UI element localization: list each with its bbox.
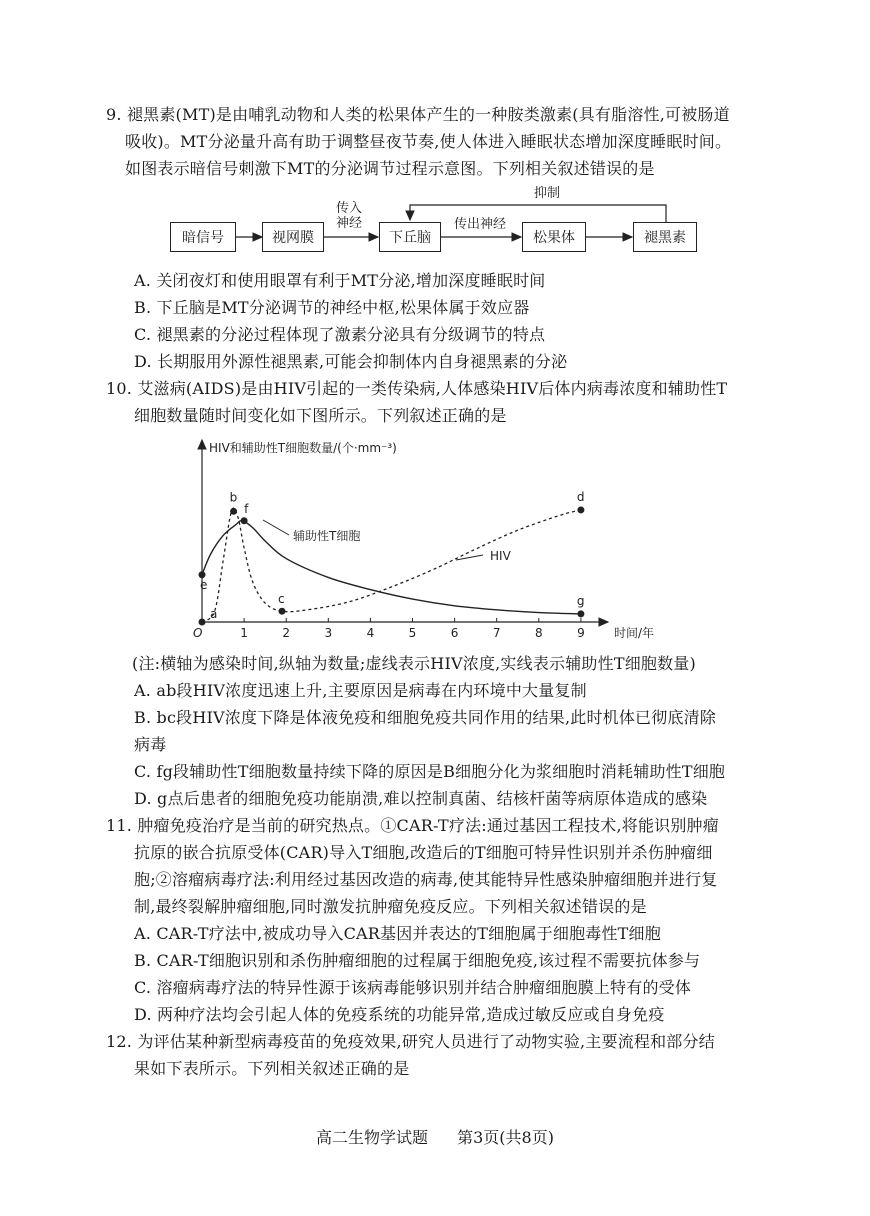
label-efferent-nerve: 传出神经 xyxy=(453,217,506,232)
q12-stem-line-1: 12. 为评估某种新型病毒疫苗的免疫效果,研究人员进行了动物实验,主要流程和部分结 xyxy=(106,1032,715,1051)
node-retina: 视网膜 xyxy=(262,222,324,252)
q9-option-b: B. 下丘脑是MT分泌调节的神经中枢,松果体属于效应器 xyxy=(134,298,530,317)
point-b xyxy=(230,508,237,515)
q9-option-c: C. 褪黑素的分泌过程体现了激素分泌具有分级调节的特点 xyxy=(134,325,546,344)
chart-origin-label: O xyxy=(193,626,203,640)
q11-stem-line-1: 11. 肿瘤免疫治疗是当前的研究热点。①CAR-T疗法:通过基因工程技术,将能识别肿瘤 xyxy=(106,816,719,835)
q11-option-b: B. CAR-T细胞识别和杀伤肿瘤细胞的过程属于细胞免疫,该过程不需要抗体参与 xyxy=(134,951,701,970)
q11-option-a: A. CAR-T疗法中,被成功导入CAR基因并表达的T细胞属于细胞毒性T细胞 xyxy=(134,924,661,943)
hiv-leader-line xyxy=(456,555,483,560)
point-label-g: g xyxy=(576,593,585,608)
x-tick-label: 4 xyxy=(366,626,375,640)
x-tick-label: 6 xyxy=(450,626,459,640)
q9-stem-line-2: 吸收)。MT分泌量升高有助于调整昼夜节奏,使人体进入睡眠状态增加深度睡眠时间。 xyxy=(125,132,732,151)
q10-stem-line-2: 细胞数量随时间变化如下图所示。下列叙述正确的是 xyxy=(134,406,507,425)
q10-option-a: A. ab段HIV浓度迅速上升,主要原因是病毒在内环境中大量复制 xyxy=(134,681,587,700)
x-tick-label: 1 xyxy=(240,626,248,640)
footer-subject: 高二生物学试题 xyxy=(316,1128,429,1147)
x-tick-label: 8 xyxy=(534,626,543,640)
x-tick-label: 9 xyxy=(577,626,585,640)
chart-y-label: HIV和辅助性T细胞数量/(个·mm⁻³) xyxy=(209,441,397,455)
tcell-curve-label: 辅助性T细胞 xyxy=(293,529,361,543)
q10-option-b-cont: 病毒 xyxy=(134,735,167,754)
point-g xyxy=(577,610,584,617)
q10-option-d: D. g点后患者的细胞免疫功能崩溃,难以控制真菌、结核杆菌等病原体造成的感染 xyxy=(134,789,708,808)
point-label-a: a xyxy=(210,607,218,621)
point-label-c: c xyxy=(277,592,285,607)
label-afferent-nerve: 传入神经 xyxy=(335,201,362,231)
chart-x-label: 时间/年 xyxy=(614,626,655,640)
q11-stem-line-3: 胞;②溶瘤病毒疗法:利用经过基因改造的病毒,使其能特异性感染肿瘤细胞并进行复 xyxy=(134,870,718,889)
tcell-leader-line xyxy=(263,520,289,535)
x-tick-label: 7 xyxy=(492,626,501,640)
q10-stem-line-1: 10. 艾滋病(AIDS)是由HIV引起的一类传染病,人体感染HIV后体内病毒浓度和辅助性T xyxy=(106,379,728,398)
node-hypothalamus: 下丘脑 xyxy=(379,222,441,252)
point-e xyxy=(199,571,206,578)
q11-option-d: D. 两种疗法均会引起人体的免疫系统的功能异常,造成过敏反应或自身免疫 xyxy=(134,1005,665,1024)
series-hiv-line xyxy=(202,508,581,622)
q11-stem-line-4: 制,最终裂解肿瘤细胞,同时激发抗肿瘤免疫反应。下列相关叙述错误的是 xyxy=(134,897,647,916)
q9-option-a: A. 关闭夜灯和使用眼罩有利于MT分泌,增加深度睡眠时间 xyxy=(134,271,546,290)
point-label-f: f xyxy=(244,501,249,516)
q9-stem-line-3: 如图表示暗信号刺激下MT的分泌调节过程示意图。下列相关叙述错误的是 xyxy=(125,159,655,178)
node-pineal: 松果体 xyxy=(522,222,586,252)
q10-note: (注:横轴为感染时间,纵轴为数量;虚线表示HIV浓度,实线表示辅助性T细胞数量) xyxy=(132,654,696,673)
q9-option-d: D. 长期服用外源性褪黑素,可能会抑制体内自身褪黑素的分泌 xyxy=(134,352,568,371)
point-a xyxy=(199,619,206,626)
q9-stem-line-1: 9. 褪黑素(MT)是由哺乳动物和人类的松果体产生的一种胺类激素(具有脂溶性,可被肠道 xyxy=(106,105,730,124)
q12-stem-line-2: 果如下表所示。下列相关叙述正确的是 xyxy=(134,1059,410,1078)
x-tick-label: 2 xyxy=(282,626,291,640)
x-tick-label: 3 xyxy=(324,626,333,640)
label-inhibit: 抑制 xyxy=(533,186,560,201)
point-f xyxy=(241,517,248,524)
series-tcell-line xyxy=(202,521,581,614)
point-c xyxy=(278,608,285,615)
point-d xyxy=(577,506,584,513)
node-dark-signal: 暗信号 xyxy=(170,222,236,252)
page-footer xyxy=(0,1125,870,1148)
node-melatonin: 褪黑素 xyxy=(633,222,697,252)
q10-option-c: C. fg段辅助性T细胞数量持续下降的原因是B细胞分化为浆细胞时消耗辅助性T细胞 xyxy=(134,762,726,781)
x-tick-label: 5 xyxy=(408,626,417,640)
chart-points xyxy=(199,490,585,626)
q11-option-c: C. 溶瘤病毒疗法的特异性源于该病毒能够识别并结合肿瘤细胞膜上特有的受体 xyxy=(134,978,692,997)
hiv-curve-label: HIV xyxy=(490,549,511,563)
q10-option-b: B. bc段HIV浓度下降是体液免疫和细胞免疫共同作用的结果,此时机体已彻底清除 xyxy=(134,708,717,727)
point-label-b: b xyxy=(229,490,238,505)
point-label-d: d xyxy=(576,489,585,504)
footer-page-number: 第3页(共8页) xyxy=(457,1128,554,1147)
point-label-e: e xyxy=(200,577,208,592)
q11-stem-line-2: 抗原的嵌合抗原受体(CAR)导入T细胞,改造后的T细胞可特异性识别并杀伤肿瘤细 xyxy=(134,843,713,862)
chart-x-ticks xyxy=(240,618,584,640)
